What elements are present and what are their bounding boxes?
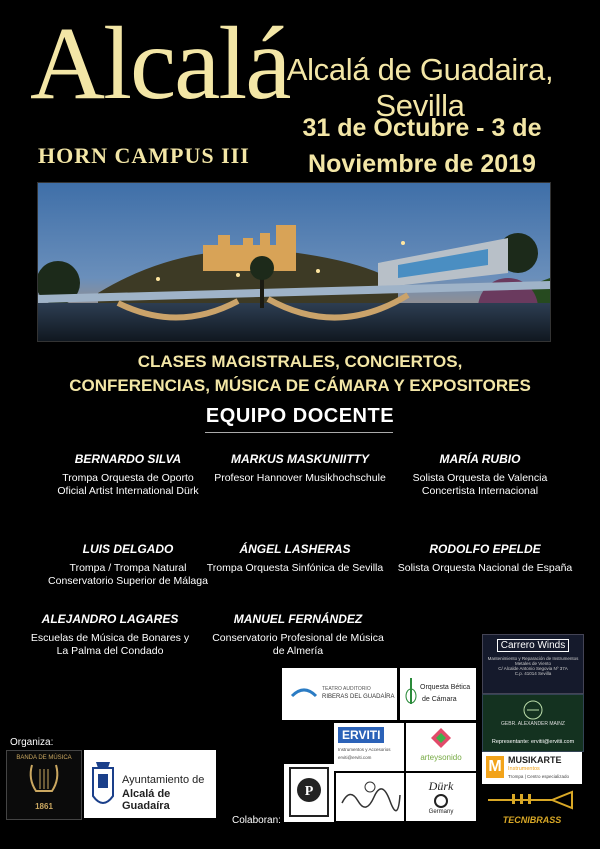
teacher-name: MARÍA RUBIO bbox=[439, 452, 521, 466]
carrero-name: Carrero Winds bbox=[497, 639, 569, 652]
coat-of-arms-icon bbox=[88, 756, 118, 812]
teacher-card bbox=[200, 452, 400, 485]
teacher-desc-1: Profesor Hannover Musikhochschule bbox=[214, 472, 386, 484]
ayuntamiento-line2: Alcalá de Guadaíra bbox=[122, 788, 171, 812]
ayuntamiento-logo bbox=[84, 750, 216, 818]
colaboran-label: Colaboran: bbox=[232, 815, 281, 826]
teacher-name: ALEJANDRO LAGARES bbox=[41, 612, 179, 626]
arteysonido-name: arteysonido bbox=[420, 753, 462, 762]
teatro-line1: TEATRO AUDITORIO bbox=[322, 686, 371, 692]
team-title-underline bbox=[205, 432, 393, 433]
alexander-name: GEBR. ALEXANDER MAINZ bbox=[501, 721, 565, 727]
alexander-rep: Representante: ervitii@ervitii.com bbox=[491, 739, 575, 745]
teacher-name: MANUEL FERNÁNDEZ bbox=[233, 612, 363, 626]
teacher-desc-1: Trompa / Trompa Natural bbox=[69, 562, 187, 574]
arteysonido-icon bbox=[430, 727, 452, 749]
teacher-name: RODOLFO EPELDE bbox=[429, 542, 541, 556]
teacher-desc-1: Escuelas de Música de Bonares y bbox=[30, 632, 190, 644]
teacher-card bbox=[198, 612, 398, 658]
durk-name: Dürk bbox=[428, 779, 454, 793]
teatro-icon bbox=[290, 684, 318, 702]
tagline-line2: CONFERENCIAS, MÚSICA DE CÁMARA Y EXPOSITORES bbox=[69, 376, 531, 395]
teacher-desc-2: de Almería bbox=[272, 645, 324, 657]
logo-wordmark: Alcalá bbox=[30, 6, 290, 121]
p-instrument-logo bbox=[284, 764, 334, 822]
teacher-name: MARKUS MASKUNIITTY bbox=[231, 452, 369, 466]
teacher-desc-1: Solista Orquesta Nacional de España bbox=[397, 562, 573, 574]
teacher-card bbox=[195, 542, 395, 575]
teacher-desc-1: Solista Orquesta de Valencia bbox=[412, 472, 548, 484]
teatro-line2: RIBERAS DEL GUADAÍRA bbox=[322, 694, 395, 700]
trumpet-icon bbox=[482, 788, 582, 810]
teacher-desc-2: Concertista Internacional bbox=[421, 485, 539, 497]
musikarte-m-icon: M bbox=[486, 756, 504, 778]
tecnibrass-name: TECNIBRASS bbox=[502, 815, 562, 825]
orquesta-betica-logo bbox=[400, 668, 476, 720]
teacher-desc-1: Trompa Orquesta de Oporto bbox=[62, 472, 194, 484]
carrero-line2: Metales de Viento bbox=[515, 661, 551, 666]
teacher-name: BERNARDO SILVA bbox=[74, 452, 182, 466]
arteysonido-logo bbox=[406, 723, 476, 771]
erviti-name: ERVITI bbox=[338, 727, 384, 743]
erviti-logo bbox=[334, 723, 404, 771]
teacher-name: ÁNGEL LASHERAS bbox=[239, 542, 351, 556]
team-title: EQUIPO DOCENTE bbox=[205, 405, 395, 427]
musikarte-logo bbox=[482, 752, 582, 784]
signature-icon bbox=[336, 773, 404, 821]
logo-subtitle: HORN CAMPUS III bbox=[38, 143, 250, 168]
banda-year: 1861 bbox=[35, 802, 53, 811]
alexander-mainz-logo bbox=[482, 694, 584, 752]
castle-bridge-photo bbox=[37, 182, 551, 342]
p-emblem-icon bbox=[284, 764, 334, 822]
teacher-card bbox=[10, 612, 210, 658]
signature-logo bbox=[336, 773, 404, 821]
lyre-icon bbox=[24, 761, 64, 797]
teacher-desc-2: Oficial Artist International Dürk bbox=[57, 485, 199, 497]
tecnibrass-logo bbox=[482, 788, 582, 825]
musikarte-line1: Instrumentos bbox=[508, 766, 540, 772]
banda-de-musica-logo bbox=[6, 750, 82, 820]
erviti-line1: Instrumentos y Accesorios bbox=[338, 747, 391, 752]
teacher-desc-1: Trompa Orquesta Sinfónica de Sevilla bbox=[206, 562, 384, 574]
erviti-line2: erviti@erviti.com bbox=[338, 755, 372, 760]
teacher-desc-2: La Palma del Condado bbox=[56, 645, 164, 657]
orquesta-line1: Orquesta Bética bbox=[420, 684, 471, 691]
ayuntamiento-line1: Ayuntamiento de bbox=[122, 774, 205, 786]
teacher-desc-2: Conservatorio Superior de Málaga bbox=[48, 575, 208, 587]
event-dates-line2: Noviembre de 2019 bbox=[308, 150, 536, 178]
banda-name: BANDA DE MÚSICA bbox=[16, 755, 72, 761]
teacher-card bbox=[380, 452, 580, 498]
durk-logo bbox=[406, 773, 476, 821]
musikarte-name: MUSIKARTE bbox=[508, 755, 562, 765]
teacher-card bbox=[28, 452, 228, 498]
teacher-desc-1: Conservatorio Profesional de Música bbox=[212, 632, 384, 644]
carrero-winds-logo bbox=[482, 634, 584, 694]
teacher-card bbox=[385, 542, 585, 575]
event-dates bbox=[262, 110, 582, 182]
musikarte-line2: Trompa | Centro especializado bbox=[508, 774, 570, 779]
organiza-label: Organiza: bbox=[10, 737, 54, 748]
event-tagline bbox=[20, 350, 580, 398]
violin-icon bbox=[404, 676, 418, 706]
svg-text:P: P bbox=[304, 784, 314, 799]
event-dates-line1: 31 de Octubre - 3 de bbox=[302, 114, 542, 142]
carrero-line3: C/ Alcalde Antonio Segovia Nº 37A bbox=[498, 666, 568, 671]
carrero-line1: Mantenimiento y Reparación de Instrumentos bbox=[487, 656, 579, 661]
teacher-name: LUIS DELGADO bbox=[82, 542, 174, 556]
horn-emblem-icon bbox=[430, 793, 452, 809]
crest-icon bbox=[519, 699, 547, 721]
event-location: Alcalá de Guadaira, Sevilla bbox=[286, 52, 554, 123]
tagline-line1: CLASES MAGISTRALES, CONCIERTOS, bbox=[137, 352, 463, 371]
orquesta-line2: de Cámara bbox=[422, 696, 457, 703]
durk-sub: Germany bbox=[428, 809, 454, 815]
teatro-auditorio-logo bbox=[282, 668, 397, 720]
carrero-line4: C.p. 41014 Sevilla bbox=[514, 671, 552, 676]
